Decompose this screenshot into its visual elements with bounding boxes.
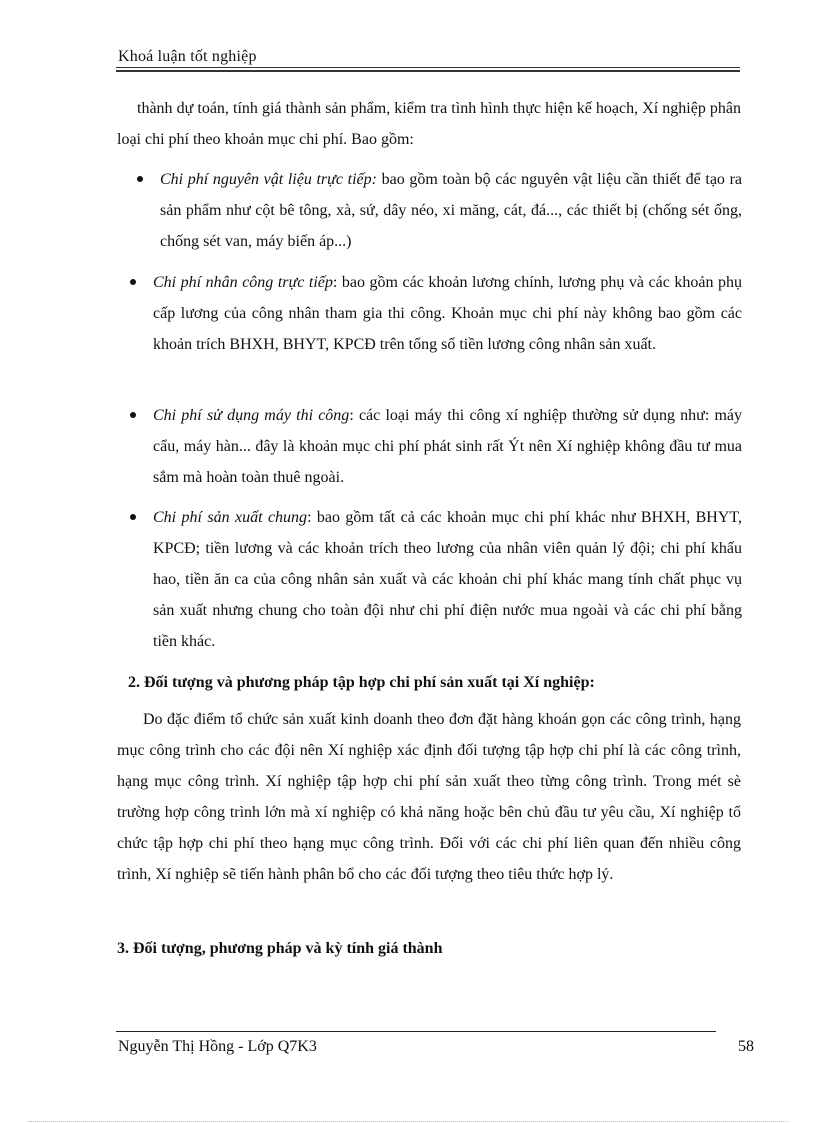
- page-edge-divider: [28, 1121, 788, 1122]
- list-item: [130, 502, 742, 657]
- intro-paragraph: [117, 93, 741, 155]
- list-item: [130, 400, 742, 493]
- bullet-text: : các loại máy thi công xí nghiệp thường sử dụng như: máy cẩu, máy hàn... đây là khoản mục chi phí phát sinh rất Ýt nên Xí nghiệp không đầu tư mua sắm mà hoàn toàn thuê ngoài.: [153, 407, 742, 486]
- bullet-text: : bao gồm tất cả các khoản mục chi phí khác như BHXH, BHYT, KPCĐ; tiền lương và các khoản trích theo lương của nhân viên quản lý đội; chi phí khấu hao, tiền ăn ca của công nhân sản xuất và các khoản chi phí khác mang tính chất phục vụ sản xuất nhưng chung cho toàn đội như chi phí điện nước mua ngoài và các chi phí bằng tiền khác.: [153, 509, 743, 650]
- header-title: Khoá luận tốt nghiệp: [118, 48, 257, 65]
- intro-text: thành dự toán, tính giá thành sản phẩm, kiểm tra tình hình thực hiện kế hoạch, Xí nghiệp phân loại chi phí theo khoản mục chi phí. Bao gồm:: [117, 100, 741, 148]
- section-2-text: Do đặc điểm tổ chức sản xuất kinh doanh theo đơn đặt hàng khoán gọn các công trình, hạng mục công trình cho các đội nên Xí nghiệp xác định đối tượng tập hợp chi phí là các công trình, hạng mục công trình. Xí nghiệp tập hợp chi phí sản xuất theo từng công trình. Trong mét sè trường hợp công trình lớn mà xí nghiệp có khả năng hoặc bên chủ đầu tư yêu cầu, Xí nghiệp tổ chức tập hợp chi phí theo hạng mục công trình. Đối với các chi phí liên quan đến nhiều công trình, Xí nghiệp sẽ tiến hành phân bổ cho các đối tượng theo tiêu thức hợp lý.: [117, 711, 741, 883]
- list-item: [137, 164, 742, 257]
- bullet-term: Chi phí sử dụng máy thi công: [153, 407, 350, 424]
- footer-rule: [116, 1031, 716, 1032]
- bullet-term: Chi phí nguyên vật liệu trực tiếp:: [160, 171, 377, 188]
- section-3-heading: 3. Đối tượng, phương pháp và kỳ tính giá thành: [117, 940, 443, 957]
- bullet-term: Chi phí sản xuất chung: [153, 509, 308, 526]
- section-2-paragraph: [117, 704, 741, 890]
- bullet-dot: [137, 176, 143, 182]
- footer-author: Nguyễn Thị Hồng - Lớp Q7K3: [118, 1038, 317, 1055]
- header-rule-thick: [116, 70, 740, 72]
- section-2-heading: 2. Đối tượng và phương pháp tập hợp chi phí sản xuất tại Xí nghiệp:: [128, 674, 595, 691]
- bullet-text: : bao gồm các khoản lương chính, lương phụ và các khoản phụ cấp lương của công nhân tham gia thi công. Khoản mục chi phí này không bao gồm các khoản trích BHXH, BHYT, KPCĐ trên tổng số tiền lương công nhân sản xuất.: [153, 274, 743, 353]
- bullet-dot: [130, 279, 136, 285]
- header-rule-thin: [116, 67, 740, 68]
- bullet-dot: [130, 412, 136, 418]
- list-item: [130, 267, 742, 360]
- page-number: 58: [738, 1038, 754, 1055]
- bullet-term: Chi phí nhân công trực tiếp: [153, 274, 333, 291]
- bullet-dot: [130, 514, 136, 520]
- bullet-text: bao gồm toàn bộ các nguyên vật liệu cần thiết để tạo ra sản phẩm như cột bê tông, xà, sứ, dây néo, xi măng, cát, đá..., các thiết bị (chống sét ống, chống sét van, máy biến áp...): [160, 171, 742, 250]
